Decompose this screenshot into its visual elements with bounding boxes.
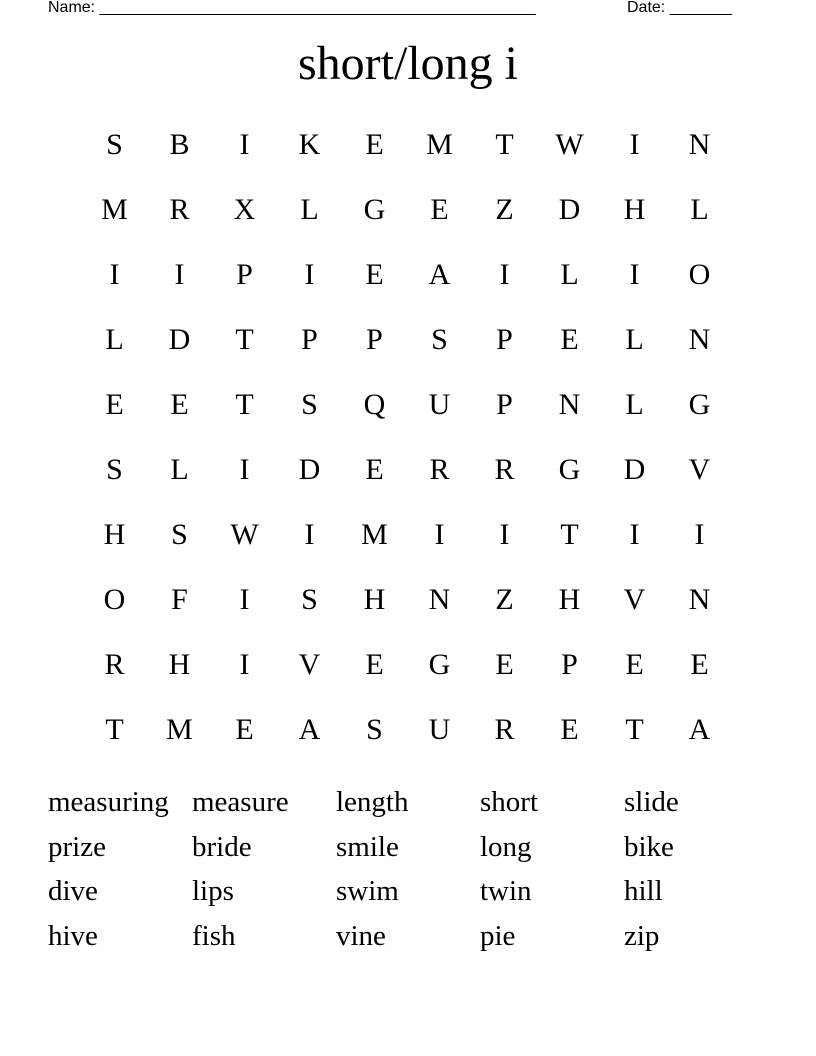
grid-letter: O: [688, 257, 711, 291]
grid-letter: N: [688, 127, 711, 161]
grid-letter: I: [304, 517, 315, 551]
grid-letter: P: [561, 647, 578, 681]
grid-letter: A: [298, 712, 321, 746]
word-bank-item: fish: [192, 920, 236, 953]
grid-letter: Q: [363, 387, 386, 421]
word-bank-item: zip: [624, 920, 660, 953]
grid-letter: I: [694, 517, 705, 551]
word-bank-item: twin: [480, 875, 532, 908]
grid-letter: S: [106, 452, 123, 486]
grid-letter: B: [169, 127, 190, 161]
word-bank-item: bike: [624, 830, 674, 863]
grid-letter: E: [365, 257, 384, 291]
word-bank: [48, 780, 768, 959]
word-bank-item: hill: [624, 875, 663, 908]
grid-letter: S: [106, 127, 123, 161]
word-bank-item: vine: [336, 920, 386, 953]
grid-letter: E: [560, 712, 579, 746]
word-bank-item: long: [480, 830, 532, 863]
grid-letter: P: [236, 257, 253, 291]
grid-letter: V: [298, 647, 321, 681]
grid-letter: E: [560, 322, 579, 356]
grid-letter: E: [495, 647, 514, 681]
grid-letter: M: [166, 712, 193, 746]
word-bank-item: dive: [48, 875, 98, 908]
grid-letter: S: [366, 712, 383, 746]
grid-letter: W: [555, 127, 584, 161]
grid-letter: H: [623, 192, 646, 226]
word-bank-item: length: [336, 786, 409, 818]
grid-letter: A: [428, 257, 451, 291]
grid-letter: H: [363, 582, 386, 616]
grid-letter: I: [304, 257, 315, 291]
grid-letter: D: [298, 452, 321, 486]
word-bank-item: smile: [336, 830, 399, 863]
word-bank-item: pie: [480, 920, 516, 953]
grid-letter: H: [103, 517, 126, 551]
grid-letter: E: [690, 647, 709, 681]
grid-letter: E: [365, 452, 384, 486]
grid-letter: L: [170, 452, 189, 486]
grid-letter: Z: [495, 582, 514, 616]
grid-letter: D: [168, 322, 191, 356]
grid-letter: U: [428, 712, 451, 746]
grid-letter: L: [625, 322, 644, 356]
grid-letter: S: [301, 387, 318, 421]
grid-letter: I: [239, 452, 250, 486]
grid-letter: T: [560, 517, 579, 551]
word-bank-item: hive: [48, 920, 98, 953]
grid-letter: I: [629, 517, 640, 551]
grid-letter: I: [239, 582, 250, 616]
grid-letter: M: [101, 192, 128, 226]
grid-letter: R: [429, 452, 450, 486]
grid-letter: R: [169, 192, 190, 226]
grid-letter: T: [105, 712, 124, 746]
page-title: short/long i: [297, 37, 518, 90]
word-search-grid: [82, 112, 732, 762]
grid-letter: H: [558, 582, 581, 616]
grid-letter: I: [629, 127, 640, 161]
grid-letter: I: [239, 127, 250, 161]
grid-letter: D: [558, 192, 581, 226]
grid-letter: I: [239, 647, 250, 681]
word-bank-item: measure: [192, 786, 289, 818]
grid-letter: S: [171, 517, 188, 551]
grid-letter: I: [174, 257, 185, 291]
grid-letter: S: [301, 582, 318, 616]
grid-letter: E: [235, 712, 254, 746]
word-bank-item: short: [480, 786, 538, 818]
word-bank-item: measuring: [48, 786, 169, 818]
grid-letter: T: [495, 127, 514, 161]
grid-letter: R: [104, 647, 125, 681]
grid-letter: R: [494, 452, 515, 486]
grid-letter: F: [171, 582, 188, 616]
grid-letter: H: [168, 647, 191, 681]
grid-letter: V: [688, 452, 711, 486]
grid-letter: L: [560, 257, 579, 291]
grid-letter: U: [428, 387, 451, 421]
grid-letter: P: [496, 322, 513, 356]
grid-letter: G: [363, 192, 386, 226]
grid-letter: W: [230, 517, 259, 551]
word-bank-item: slide: [624, 786, 679, 818]
grid-letter: P: [366, 322, 383, 356]
grid-letter: N: [688, 322, 711, 356]
grid-letter: I: [109, 257, 120, 291]
grid-letter: K: [298, 127, 321, 161]
grid-letter: A: [688, 712, 711, 746]
word-bank-item: lips: [192, 875, 234, 908]
grid-letter: L: [105, 322, 124, 356]
grid-letter: X: [233, 192, 256, 226]
grid-letter: P: [496, 387, 513, 421]
grid-letter: S: [431, 322, 448, 356]
grid-letter: E: [365, 127, 384, 161]
grid-letter: I: [629, 257, 640, 291]
name-field-line: Name: _________________________________________________: [48, 0, 536, 16]
grid-letter: D: [623, 452, 646, 486]
grid-letter: T: [235, 322, 254, 356]
grid-letter: R: [494, 712, 515, 746]
grid-letter: T: [625, 712, 644, 746]
grid-letter: Z: [495, 192, 514, 226]
grid-letter: E: [430, 192, 449, 226]
word-bank-item: bride: [192, 830, 252, 863]
grid-letter: N: [428, 582, 451, 616]
grid-letter: I: [499, 257, 510, 291]
grid-letter: E: [365, 647, 384, 681]
grid-letter: E: [170, 387, 189, 421]
grid-letter: L: [300, 192, 319, 226]
word-bank-item: swim: [336, 875, 399, 908]
date-field-line: Date: _______: [627, 0, 732, 16]
grid-letter: V: [623, 582, 646, 616]
grid-letter: O: [103, 582, 126, 616]
grid-letter: I: [499, 517, 510, 551]
grid-letter: N: [688, 582, 711, 616]
grid-letter: L: [625, 387, 644, 421]
grid-letter: E: [105, 387, 124, 421]
grid-letter: I: [434, 517, 445, 551]
grid-letter: G: [688, 387, 711, 421]
grid-letter: G: [428, 647, 451, 681]
grid-letter: M: [361, 517, 388, 551]
grid-letter: N: [558, 387, 581, 421]
word-bank-item: prize: [48, 830, 106, 863]
grid-letter: G: [558, 452, 581, 486]
grid-letter: E: [625, 647, 644, 681]
grid-letter: P: [301, 322, 318, 356]
grid-letter: M: [426, 127, 453, 161]
grid-letter: L: [690, 192, 709, 226]
grid-letter: T: [235, 387, 254, 421]
